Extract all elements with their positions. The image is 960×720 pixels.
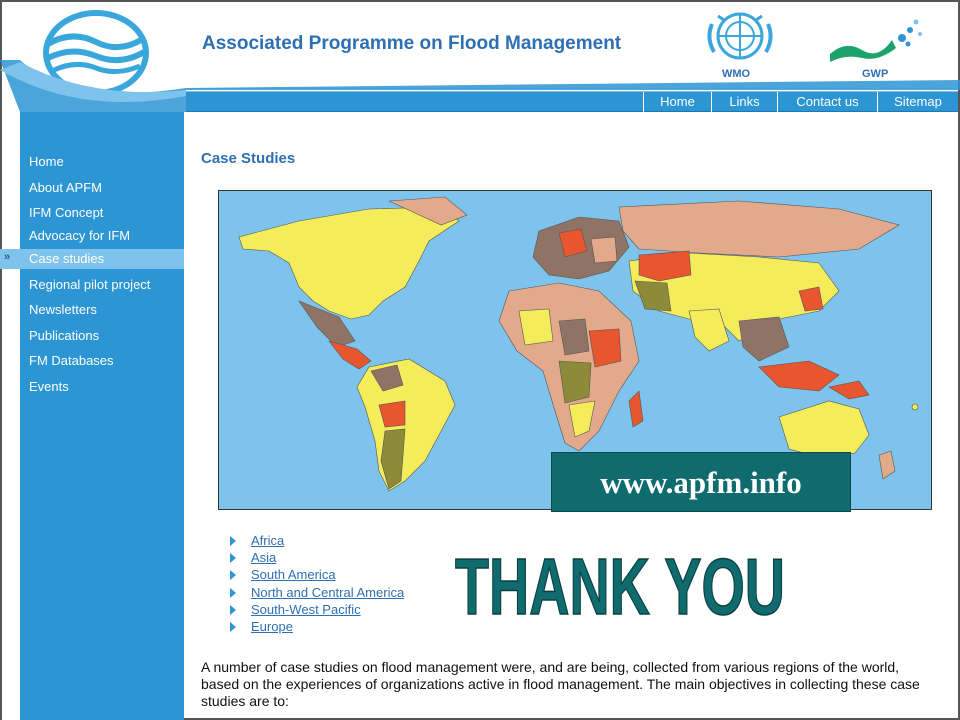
topnav-contact-us[interactable]: Contact us [777,92,877,112]
map-region-north-america[interactable] [239,207,459,319]
triangle-right-icon [230,622,236,632]
sidebar-item-publications[interactable]: Publications [29,328,100,343]
website-url-overlay: www.apfm.info [551,452,851,512]
sidebar-item-fm-databases[interactable]: FM Databases [29,353,114,368]
sidebar-item-newsletters[interactable]: Newsletters [29,302,97,317]
topnav-sitemap[interactable]: Sitemap [877,92,958,112]
region-link-asia[interactable]: Asia [251,550,277,565]
triangle-right-icon [230,605,236,615]
sidebar-margin [2,112,20,720]
region-link-south-west-pacific[interactable]: South-West Pacific [251,602,361,617]
gwp-label: GWP [862,68,889,80]
sidebar-item-about-apfm[interactable]: About APFM [29,180,102,195]
water-splash-logo[interactable] [826,14,926,70]
sidebar-item-ifm-concept[interactable]: IFM Concept [29,205,104,220]
region-link-europe[interactable]: Europe [251,619,293,634]
region-link-south-america[interactable]: South America [251,567,336,582]
map-region-south-west-pacific[interactable] [779,401,869,457]
page-title: Case Studies [201,150,296,167]
map-region-south-america[interactable] [357,359,455,491]
wmo-label: WMO [722,68,751,80]
topnav-links[interactable]: Links [711,92,777,112]
triangle-right-icon [230,553,236,563]
triangle-right-icon [230,536,236,546]
topnav-home[interactable]: Home [643,92,711,112]
sidebar [20,112,184,720]
intro-paragraph: A number of case studies on flood management were, and are being, collected from various regions of the world, based on the experiences of organizations active in flood management. The main objectives in collecting these case studies are to: [201,659,920,709]
sidebar-item-regional-pilot-project[interactable]: Regional pilot project [29,277,151,292]
region-link-north-and-central-america[interactable]: North and Central America [251,585,405,600]
sidebar-item-events[interactable]: Events [29,379,69,394]
thank-you-text: THANK YOU [455,542,785,631]
sidebar-item-home[interactable]: Home [29,154,64,169]
triangle-right-icon [230,570,236,580]
sidebar-item-advocacy-for-ifm[interactable]: Advocacy for IFM [29,228,131,243]
site-title: Associated Programme on Flood Management [202,33,622,54]
double-chevron-right-icon: » [4,251,11,263]
thank-you-wordart [450,540,790,631]
region-link-africa[interactable]: Africa [251,533,285,548]
top-navigation [186,91,958,112]
triangle-right-icon [230,588,236,598]
sidebar-item-case-studies[interactable]: Case studies [29,251,105,266]
